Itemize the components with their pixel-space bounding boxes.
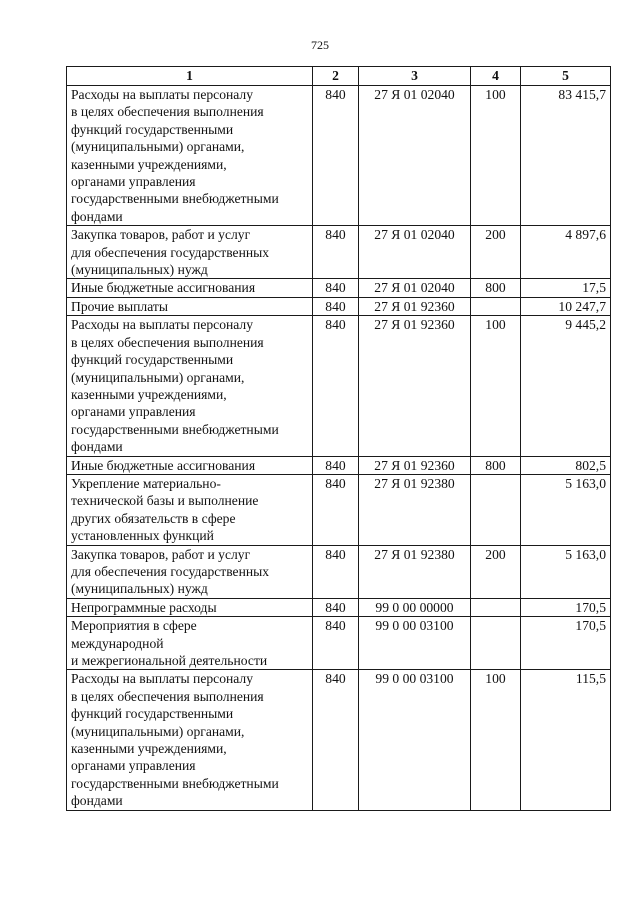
table-row [67, 279, 611, 297]
row-name-line: функций государственными [71, 121, 234, 137]
row-expense-type: 100 [471, 670, 521, 810]
row-expense-type: 100 [471, 316, 521, 456]
row-target-article: 99 0 00 03100 [359, 670, 471, 810]
header-col-4: 4 [471, 67, 521, 86]
row-name-line: функций государственными [71, 352, 234, 368]
row-target-article: 27 Я 01 02040 [359, 86, 471, 226]
row-expense-type [471, 474, 521, 545]
row-target-article: 27 Я 01 92360 [359, 297, 471, 315]
row-amount: 10 247,7 [521, 297, 611, 315]
row-expense-type: 200 [471, 545, 521, 598]
row-name-line: Расходы на выплаты персоналу [71, 671, 253, 687]
row-name-line: международной [71, 635, 164, 651]
row-target-article: 99 0 00 03100 [359, 617, 471, 670]
row-name [67, 279, 313, 297]
row-name [67, 670, 313, 810]
row-name-line: фондами [71, 793, 123, 809]
row-name-line: Закупка товаров, работ и услуг [71, 227, 251, 243]
row-name-line: Прочие выплаты [71, 298, 168, 314]
row-amount: 83 415,7 [521, 86, 611, 226]
table-body [67, 86, 611, 811]
row-name-line: для обеспечения государственных [71, 563, 270, 579]
row-name [67, 297, 313, 315]
row-ministry: 840 [313, 545, 359, 598]
row-amount: 170,5 [521, 617, 611, 670]
row-name [67, 86, 313, 226]
row-amount: 5 163,0 [521, 474, 611, 545]
row-ministry: 840 [313, 474, 359, 545]
row-target-article: 27 Я 01 92380 [359, 545, 471, 598]
row-name-line: Закупка товаров, работ и услуг [71, 546, 251, 562]
table-row [67, 226, 611, 279]
row-name-line: государственными внебюджетными [71, 421, 279, 437]
row-name-line: и межрегиональной деятельности [71, 653, 268, 668]
table-header [67, 67, 611, 86]
header-col-3: 3 [359, 67, 471, 86]
row-name [67, 617, 313, 670]
row-name-line: установленных функций [71, 528, 214, 544]
row-ministry: 840 [313, 670, 359, 810]
row-name-line: Расходы на выплаты персоналу [71, 87, 253, 102]
row-name-line: казенными учреждениями, [71, 741, 227, 757]
table-row [67, 316, 611, 456]
row-name-line: Мероприятия в сфере [71, 618, 197, 634]
row-name-line: в целях обеспечения выполнения [71, 334, 264, 350]
row-name-line: Иные бюджетные ассигнования [71, 280, 256, 296]
row-expense-type [471, 297, 521, 315]
row-expense-type: 800 [471, 456, 521, 474]
row-amount: 5 163,0 [521, 545, 611, 598]
row-amount: 17,5 [521, 279, 611, 297]
row-expense-type [471, 617, 521, 670]
row-name-line: Укрепление материально- [71, 475, 221, 491]
row-target-article: 27 Я 01 02040 [359, 226, 471, 279]
row-name-line: органами управления [71, 758, 196, 774]
row-ministry: 840 [313, 226, 359, 279]
header-col-5: 5 [521, 67, 611, 86]
table-row [67, 86, 611, 226]
row-name-line: государственными внебюджетными [71, 191, 279, 207]
page-number: 725 [311, 38, 329, 52]
row-ministry: 840 [313, 617, 359, 670]
row-name-line: для обеспечения государственных [71, 244, 270, 260]
row-name-line: фондами [71, 208, 123, 224]
table-row [67, 670, 611, 810]
row-name-line: органами управления [71, 404, 196, 420]
row-amount: 4 897,6 [521, 226, 611, 279]
row-name-line: (муниципальных) нужд [71, 262, 208, 278]
row-ministry: 840 [313, 598, 359, 616]
row-amount: 170,5 [521, 598, 611, 616]
row-name [67, 598, 313, 616]
row-name-line: фондами [71, 439, 123, 455]
row-name-line: государственными внебюджетными [71, 775, 279, 791]
row-expense-type: 800 [471, 279, 521, 297]
row-name-line: органами управления [71, 174, 196, 190]
row-target-article: 99 0 00 00000 [359, 598, 471, 616]
row-name-line: функций государственными [71, 706, 234, 722]
header-col-1: 1 [67, 67, 313, 86]
row-name-line: (муниципальными) органами, [71, 369, 245, 385]
row-expense-type: 200 [471, 226, 521, 279]
row-amount: 115,5 [521, 670, 611, 810]
budget-table [66, 66, 611, 811]
row-name [67, 316, 313, 456]
row-name [67, 474, 313, 545]
row-name-line: Иные бюджетные ассигнования [71, 457, 256, 473]
row-name-line: (муниципальными) органами, [71, 723, 245, 739]
row-name-line: других обязательств в сфере [71, 510, 236, 526]
row-expense-type: 100 [471, 86, 521, 226]
row-ministry: 840 [313, 279, 359, 297]
row-expense-type [471, 598, 521, 616]
row-amount: 802,5 [521, 456, 611, 474]
row-target-article: 27 Я 01 92380 [359, 474, 471, 545]
row-amount: 9 445,2 [521, 316, 611, 456]
row-target-article: 27 Я 01 92360 [359, 456, 471, 474]
table-row [67, 456, 611, 474]
row-name-line: Расходы на выплаты персоналу [71, 317, 253, 333]
row-name [67, 545, 313, 598]
header-row [67, 67, 611, 86]
row-name [67, 456, 313, 474]
row-ministry: 840 [313, 86, 359, 226]
row-name-line: Непрограммные расходы [71, 599, 217, 615]
row-ministry: 840 [313, 456, 359, 474]
table-row [67, 598, 611, 616]
row-target-article: 27 Я 01 02040 [359, 279, 471, 297]
row-name-line: в целях обеспечения выполнения [71, 104, 264, 120]
row-name-line: (муниципальными) органами, [71, 139, 245, 155]
table-row [67, 297, 611, 315]
row-name-line: казенными учреждениями, [71, 156, 227, 172]
row-target-article: 27 Я 01 92360 [359, 316, 471, 456]
table-row [67, 474, 611, 545]
table-row [67, 617, 611, 670]
row-name [67, 226, 313, 279]
row-name-line: в целях обеспечения выполнения [71, 688, 264, 704]
row-name-line: технической базы и выполнение [71, 493, 259, 509]
row-ministry: 840 [313, 297, 359, 315]
row-name-line: (муниципальных) нужд [71, 581, 208, 597]
row-ministry: 840 [313, 316, 359, 456]
table-row [67, 545, 611, 598]
header-col-2: 2 [313, 67, 359, 86]
row-name-line: казенными учреждениями, [71, 386, 227, 402]
